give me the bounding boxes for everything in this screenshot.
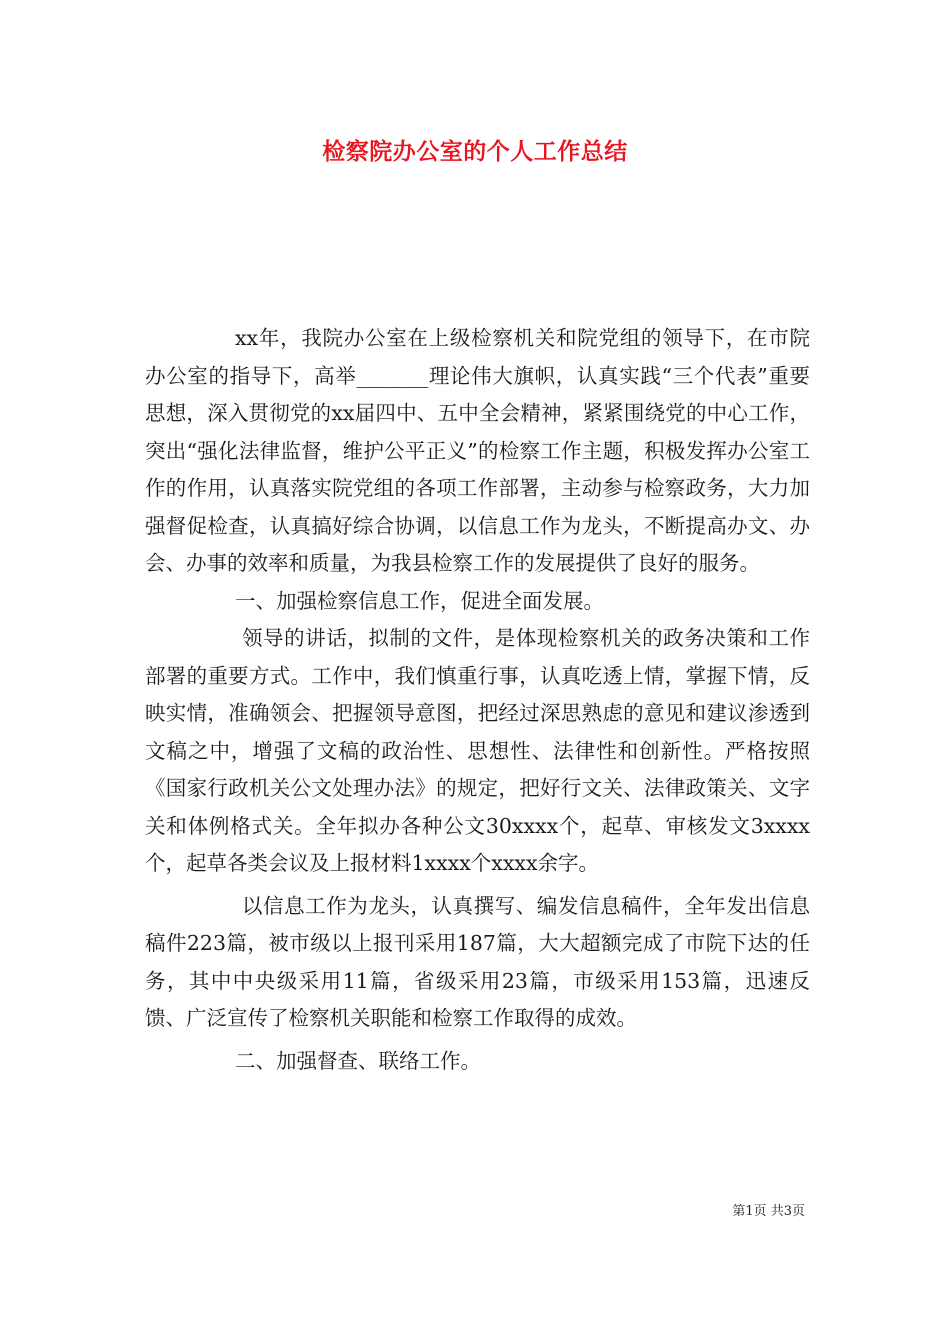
section-heading-2: 二、加强督查、联络工作。 xyxy=(235,1048,481,1073)
paragraph-documents: 领导的讲话，拟制的文件，是体现检察机关的政务决策和工作部署的重要方式。工作中，我们慎重行事，认真吃透上情，掌握下情，反映实情，准确领会、把握领导意图，把经过深思熟虑的意见和建议渗透到文稿之中，增强了文稿的政治性、思想性、法律性和创新性。严格按照《国家行政机关公文处理办法》的规定，把好行文关、法律政策关、文字关和体例格式关。全年拟办各种公文30xxxx个，起草、审核发文3xxxx个，起草各类会议及上报材料1xxxx个xxxx余字。 xyxy=(145,626,810,875)
document-title: 检察院办公室的个人工作总结 xyxy=(322,138,628,165)
page-number: 第1页 共3页 xyxy=(732,1204,805,1219)
paragraph-information: 以信息工作为龙头，认真撰写、编发信息稿件，全年发出信息稿件223篇，被市级以上报刊采用187篇，大大超额完成了市院下达的任务，其中中央级采用11篇，省级采用23篇，市级采用153篇，迅速反馈、广泛宣传了检察机关职能和检察工作取得的成效。 xyxy=(145,893,810,1030)
document-body xyxy=(145,320,810,1080)
section-heading-1: 一、加强检察信息工作，促进全面发展。 xyxy=(235,588,604,613)
paragraph-intro: xx年，我院办公室在上级检察机关和院党组的领导下，在市院办公室的指导下，高举_______理论伟大旗帜，认真实践“三个代表”重要思想，深入贯彻党的xx届四中、五中全会精神，紧紧围绕党的中心工作，突出“强化法律监督，维护公平正义”的检察工作主题，积极发挥办公室工作的作用，认真落实院党组的各项工作部署，主动参与检察政务，大力加强督促检查，认真搞好综合协调，以信息工作为龙头，不断提高办文、办会、办事的效率和质量，为我县检察工作的发展提供了良好的服务。 xyxy=(145,326,810,575)
